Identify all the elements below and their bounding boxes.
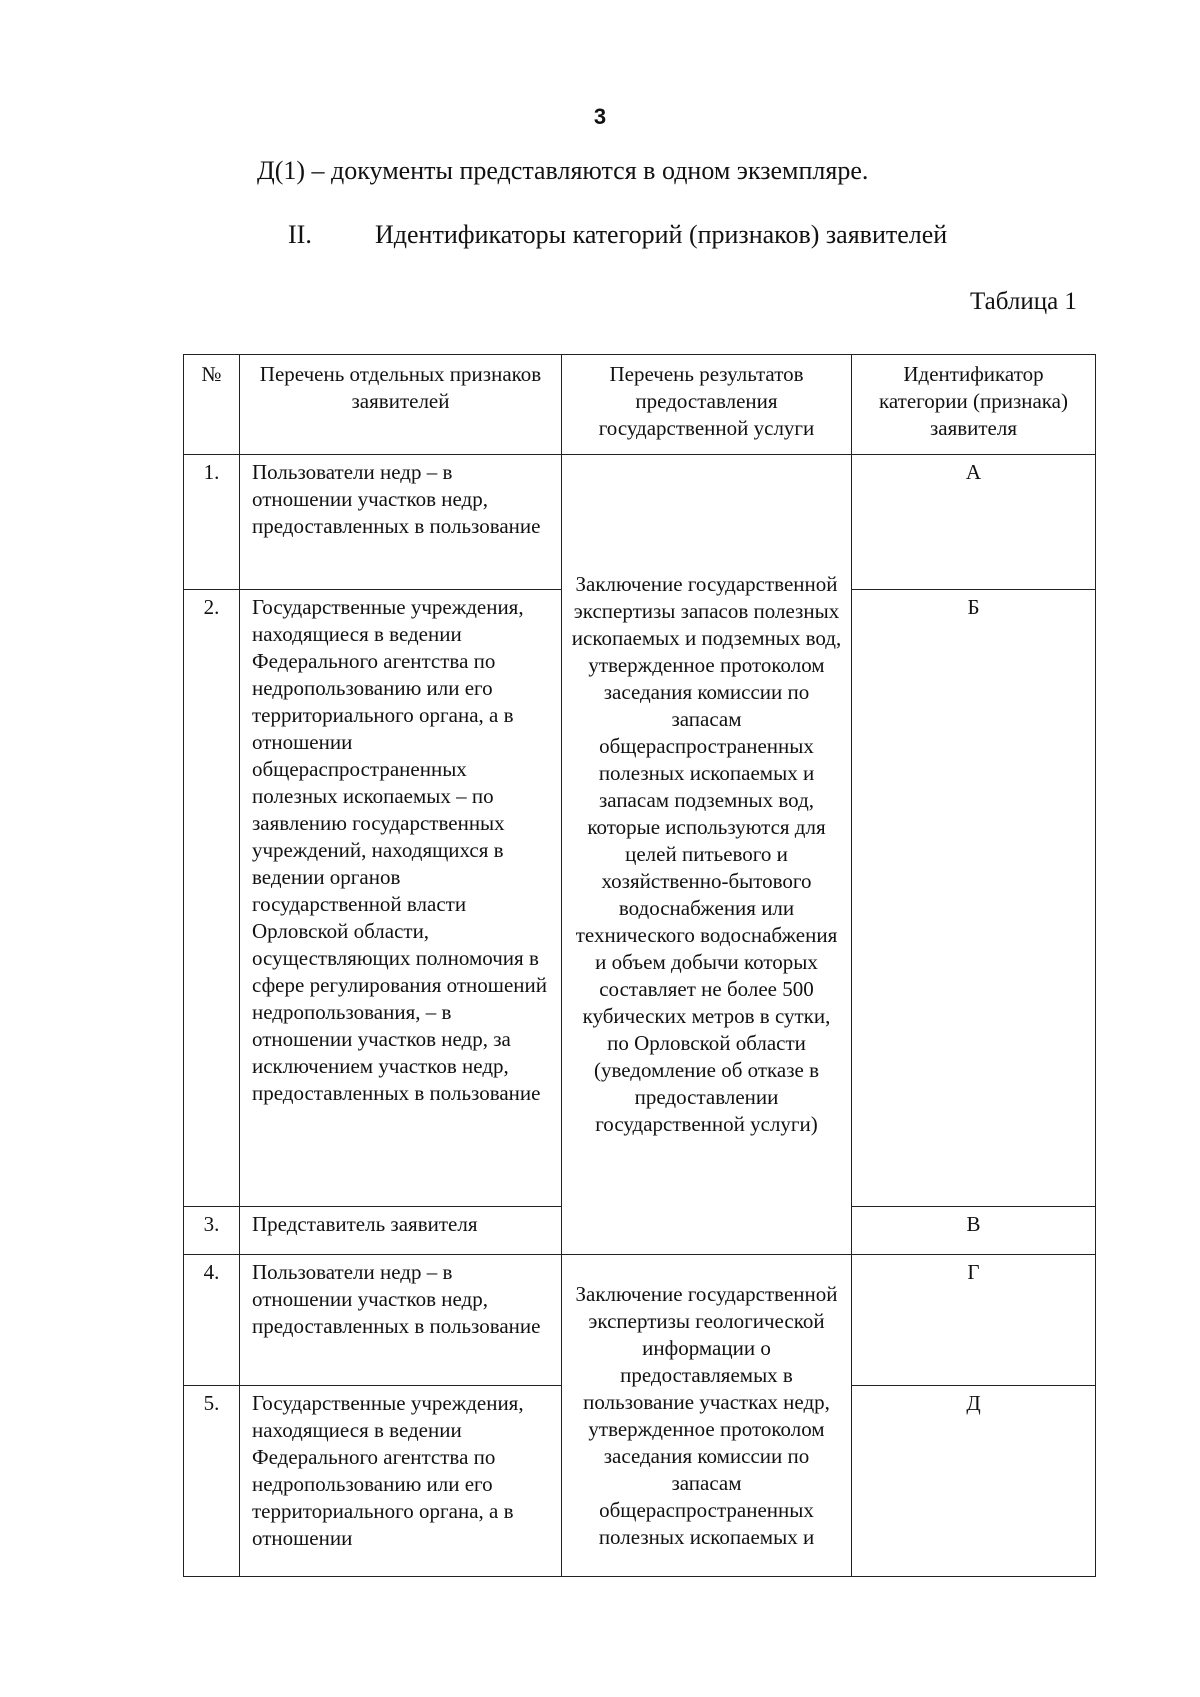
row-number: 4. <box>184 1255 240 1386</box>
row-number: 5. <box>184 1386 240 1577</box>
applicant-categories-table <box>183 354 1096 1577</box>
section-title: Идентификаторы категорий (признаков) заявителей <box>375 220 948 249</box>
row-number: 1. <box>184 455 240 590</box>
row-sign: Государственные учреждения, находящиеся в ведении Федерального агентства по недропользованию или его территориального органа, а в отношении <box>240 1386 562 1577</box>
row-sign: Представитель заявителя <box>240 1207 562 1255</box>
row-identifier: Д <box>852 1386 1096 1577</box>
header-signs: Перечень отдельных признаков заявителей <box>240 355 562 455</box>
table-header-row <box>184 355 1096 455</box>
header-number: № <box>184 355 240 455</box>
page-number: 3 <box>593 104 607 129</box>
row-identifier: А <box>852 455 1096 590</box>
row-number: 2. <box>184 590 240 1207</box>
row-identifier: Б <box>852 590 1096 1207</box>
intro-line: Д(1) – документы представляются в одном экземпляре. <box>257 156 869 185</box>
row-identifier: Г <box>852 1255 1096 1386</box>
table-row <box>184 455 1096 590</box>
row-identifier: В <box>852 1207 1096 1255</box>
header-identifier: Идентификатор категории (признака) заявителя <box>852 355 1096 455</box>
row-sign: Государственные учреждения, находящиеся в ведении Федерального агентства по недропользованию или его территориального органа, а в отношении общераспространенных полезных ископаемых – по заявлению государственных учреждений, находящихся в ведении органов государственной власти Орловской области, осуществляющих полномочия в сфере регулирования отношений недропользования, – в отношении участков недр, за исключением участков недр, предоставленных в пользование <box>240 590 562 1207</box>
section-number: II. <box>288 220 312 249</box>
header-results: Перечень результатов предоставления государственной услуги <box>562 355 852 455</box>
row-sign: Пользователи недр – в отношении участков недр, предоставленных в пользование <box>240 1255 562 1386</box>
row-number: 3. <box>184 1207 240 1255</box>
result-cell: Заключение государственной экспертизы запасов полезных ископаемых и подземных вод, утвержденное протоколом заседания комиссии по запасам общераспространенных полезных ископаемых и запасам подземных вод, которые используются для целей питьевого и хозяйственно-бытового водоснабжения или технического водоснабжения и объем добычи которых составляет не более 500 кубических метров в сутки, по Орловской области (уведомление об отказе в предоставлении государственной услуги) <box>562 455 852 1255</box>
table-row <box>184 1255 1096 1386</box>
result-cell: Заключение государственной экспертизы геологической информации о предоставляемых в пользование участках недр, утвержденное протоколом заседания комиссии по запасам общераспространенных полезных ископаемых и <box>562 1255 852 1577</box>
row-sign: Пользователи недр – в отношении участков недр, предоставленных в пользование <box>240 455 562 590</box>
table-label: Таблица 1 <box>970 288 1077 315</box>
